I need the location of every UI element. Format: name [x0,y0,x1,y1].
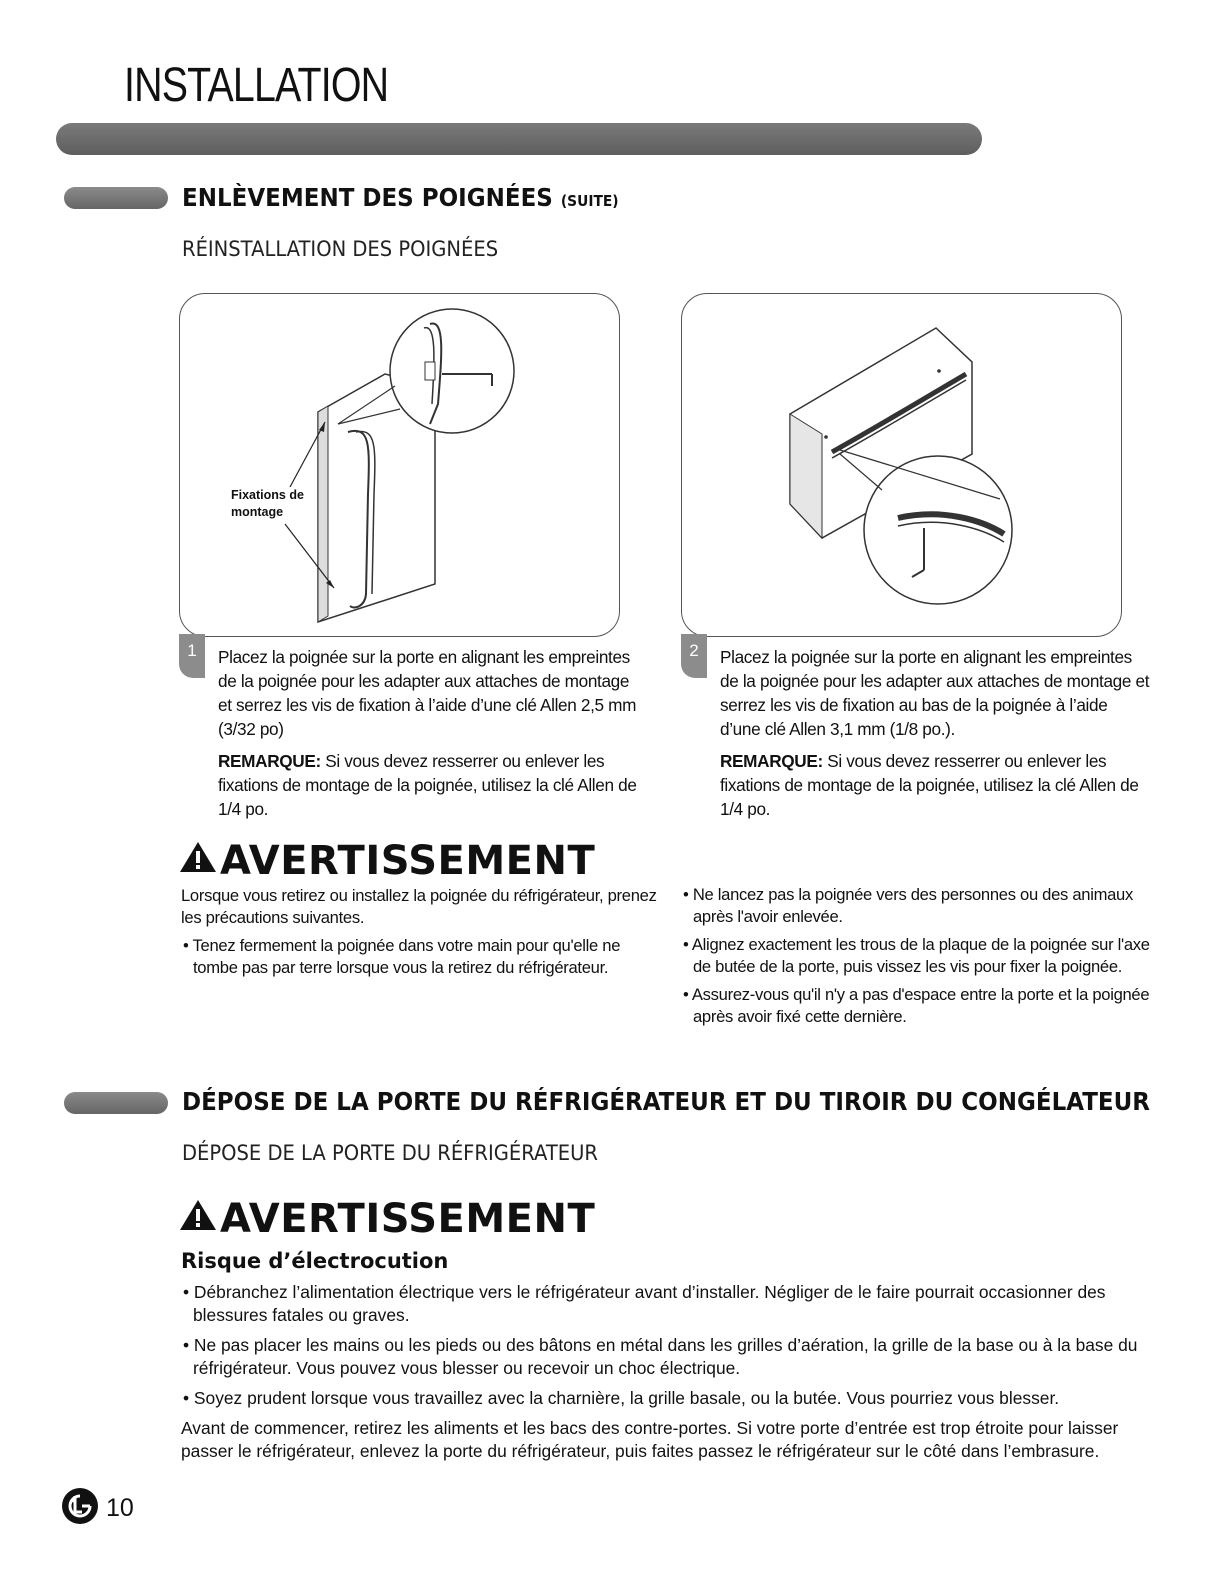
warning-title-text: AVERTISSEMENT [220,1196,596,1242]
step-2-instruction: Placez la poignée sur la porte en alignant les empreintes de la poignée pour les adapter aux attaches de montage et serrez les vis de fixation au bas de la poignée à l’aide d’une clé Allen 3,1 mm (1/8 po.). [720,647,1150,739]
warning-right-column [681,884,1151,1034]
step-2-note [720,749,1152,821]
step-1-badge: 1 [179,634,205,678]
section-heading-door-removal: DÉPOSE DE LA PORTE DU RÉFRIGÉRATEUR ET DU TIROIR DU CONGÉLATEUR [182,1087,1151,1116]
figure-2-drawer-handle-illustration [682,294,1121,636]
warning-title-text: AVERTISSEMENT [220,838,596,884]
warning-bullet: • Alignez exactement les trous de la plaque de la poignée sur l'axe de butée de la porte, puis vissez les vis pour fixer la poignée. [681,934,1151,978]
step-1-instruction: Placez la poignée sur la porte en alignant les empreintes de la poignée pour les adapter aux attaches de montage et serrez les vis de fixation à l’aide d’une clé Allen 2,5 mm (3/32 po) [218,647,637,739]
step-2-badge: 2 [681,634,707,678]
figure-1-frame [179,293,620,637]
step-2-note-label: REMARQUE: [720,751,823,771]
section-pill [64,1092,168,1114]
warning-intro: Lorsque vous retirez ou installez la poignée du réfrigérateur, prenez les précautions suivantes. [181,886,657,927]
footer [60,1486,100,1531]
figure-1-door-handle-illustration [180,294,619,636]
warning-title-handles [178,838,595,884]
page-title: INSTALLATION [124,59,389,112]
warning-bullet: • Assurez-vous qu'il n'y a pas d'espace entre la porte et la poignée après avoir fixé cette dernière. [681,984,1151,1028]
section-pill [64,187,168,209]
step-1-note [218,749,646,821]
warning-bullet: • Tenez fermement la poignée dans votre main pour qu'elle ne tombe pas par terre lorsque vous la retirez du réfrigérateur. [181,935,659,979]
electrocution-bullet: • Soyez prudent lorsque vous travaillez avec la charnière, la grille basale, ou la butée. Vous pourriez vous blesser. [181,1387,1166,1410]
lg-logo-icon [60,1486,100,1526]
figure-1-label-line-2: montage [231,505,284,519]
warning-left-column [181,885,659,985]
page-number: 10 [106,1494,134,1522]
subheading-door-removal: DÉPOSE DE LA PORTE DU RÉFRIGÉRATEUR [182,1141,598,1165]
step-1-note-text: Si vous devez resserrer ou enlever les fixations de montage de la poignée, utilisez la clé Allen de 1/4 po. [218,751,637,819]
closing-paragraph: Avant de commencer, retirez les aliments et les bacs des contre-portes. Si votre porte d’entrée est trop étroite pour laisser passer le réfrigérateur, enlevez la porte du réfrigérateur, puis faites passez le réfrigérateur sur le côté dans l’embrasure. [181,1418,1119,1461]
subheading-reinstall: RÉINSTALLATION DES POIGNÉES [182,237,499,261]
figure-1-label-line-1: Fixations de [231,488,304,502]
electrocution-bullet: • Débranchez l’alimentation électrique vers le réfrigérateur avant d’installer. Négliger de le faire pourrait occasionner des blessures fatales ou graves. [181,1281,1166,1327]
step-1-text-block [218,645,646,821]
warning-triangle-icon [178,1198,218,1232]
section-heading-handles [182,183,619,212]
step-2-text-block [720,645,1152,821]
step-1-note-label: REMARQUE: [218,751,321,771]
warning-bullet: • Ne lancez pas la poignée vers des personnes ou des animaux après l'avoir enlevée. [681,884,1151,928]
title-bar [56,123,982,155]
section-heading-suffix: (SUITE) [560,192,619,210]
warning-title-electrocution [178,1196,595,1242]
electrocution-warning-body [181,1281,1166,1470]
figure-2-frame [681,293,1122,637]
warning-triangle-icon [178,840,218,874]
electrocution-bullet: • Ne pas placer les mains ou les pieds ou des bâtons en métal dans les grilles d’aération, la grille de la base ou à la base du réfrigérateur. Vous pouvez vous blesser ou recevoir un choc électrique. [181,1334,1166,1380]
step-2-note-text: Si vous devez resserrer ou enlever les fixations de montage de la poignée, utilisez la clé Allen de 1/4 po. [720,751,1139,819]
section-heading-text: ENLÈVEMENT DES POIGNÉES [182,183,553,212]
risk-heading: Risque d’électrocution [181,1249,449,1273]
